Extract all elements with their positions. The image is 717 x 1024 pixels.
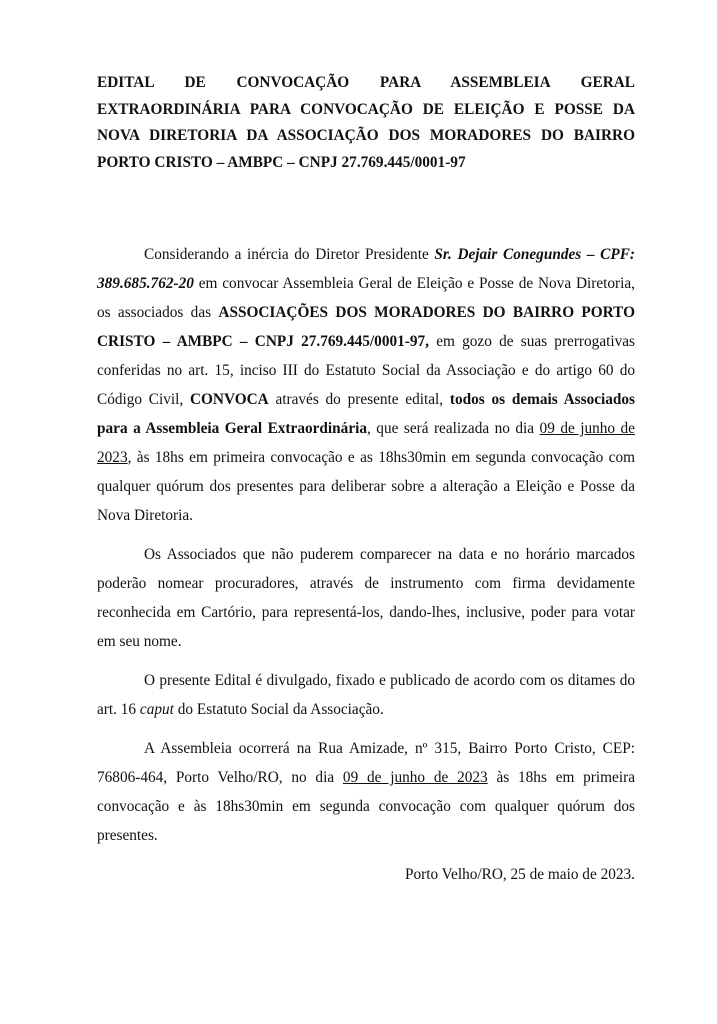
convoca-term: CONVOCA: [189, 391, 269, 408]
assembly-call: todos os demais Associados para a Assembleia Geral Extraordinária: [97, 391, 636, 437]
text-segment: , que será realizada no dia: [367, 420, 540, 437]
paragraph-convocation: [97, 240, 635, 530]
text-segment: às 18hs em primeira convocação e às 18hs30min em segunda convocação com qualquer quórum dos presentes.: [97, 769, 635, 844]
meeting-date: 09 de junho de 2023: [342, 769, 488, 786]
text-segment: O presente Edital é divulgado, fixado e publicado de acordo com os ditames do art. 16: [97, 672, 635, 718]
document-content: [97, 70, 635, 889]
text-segment: através do presente edital,: [268, 391, 450, 408]
caput-term: caput: [139, 701, 174, 718]
text-segment: em convocar Assembleia Geral de Eleição e Posse de Nova Diretoria, os associados das: [97, 275, 635, 321]
paragraph-proxies: Os Associados que não puderem comparecer na data e no horário marcados poderão nomear procuradores, através de instrumento com firma devidamente reconhecida em Cartório, para representá-los, dando-lhes, inclusive, poder para votar em seu nome.: [97, 546, 635, 650]
text-segment: , às 18hs em primeira convocação e as 18hs30min em segunda convocação com qualquer quórum dos presentes para deliberar sobre a alteração a Eleição e Posse da Nova Diretoria.: [97, 449, 635, 524]
text-segment: Considerando a inércia do Diretor Presidente: [144, 246, 435, 263]
association-name: ASSOCIAÇÕES DOS MORADORES DO BAIRRO PORTO CRISTO – AMBPC – CNPJ 27.769.445/0001-97,: [97, 304, 636, 350]
document-body: [97, 240, 635, 889]
text-segment: em gozo de suas prerrogativas conferidas no art. 15, inciso III do Estatuto Social da Associação e do artigo 60 do Código Civil,: [97, 333, 635, 408]
president-name: Sr. Dejair Conegundes – CPF: 389.685.762-20: [97, 246, 635, 292]
document-title: EDITAL DE CONVOCAÇÃO PARA ASSEMBLEIA GERAL EXTRAORDINÁRIA PARA CONVOCAÇÃO DE ELEIÇÃO E POSSE DA NOVA DIRETORIA DA ASSOCIAÇÃO DOS MORADORES DO BAIRRO PORTO CRISTO – AMBPC – CNPJ 27.769.445/0001-97: [97, 74, 635, 171]
text-segment: A Assembleia ocorrerá na Rua Amizade, nº 315, Bairro Porto Cristo, CEP: 76806-464, Porto Velho/RO, no dia: [97, 740, 635, 786]
text-segment: do Estatuto Social da Associação.: [173, 701, 384, 718]
paragraph-location: [97, 734, 635, 850]
paragraph-publication: [97, 666, 635, 724]
meeting-date: 09 de junho de 2023: [97, 420, 635, 466]
place-and-date: Porto Velho/RO, 25 de maio de 2023.: [404, 866, 635, 883]
